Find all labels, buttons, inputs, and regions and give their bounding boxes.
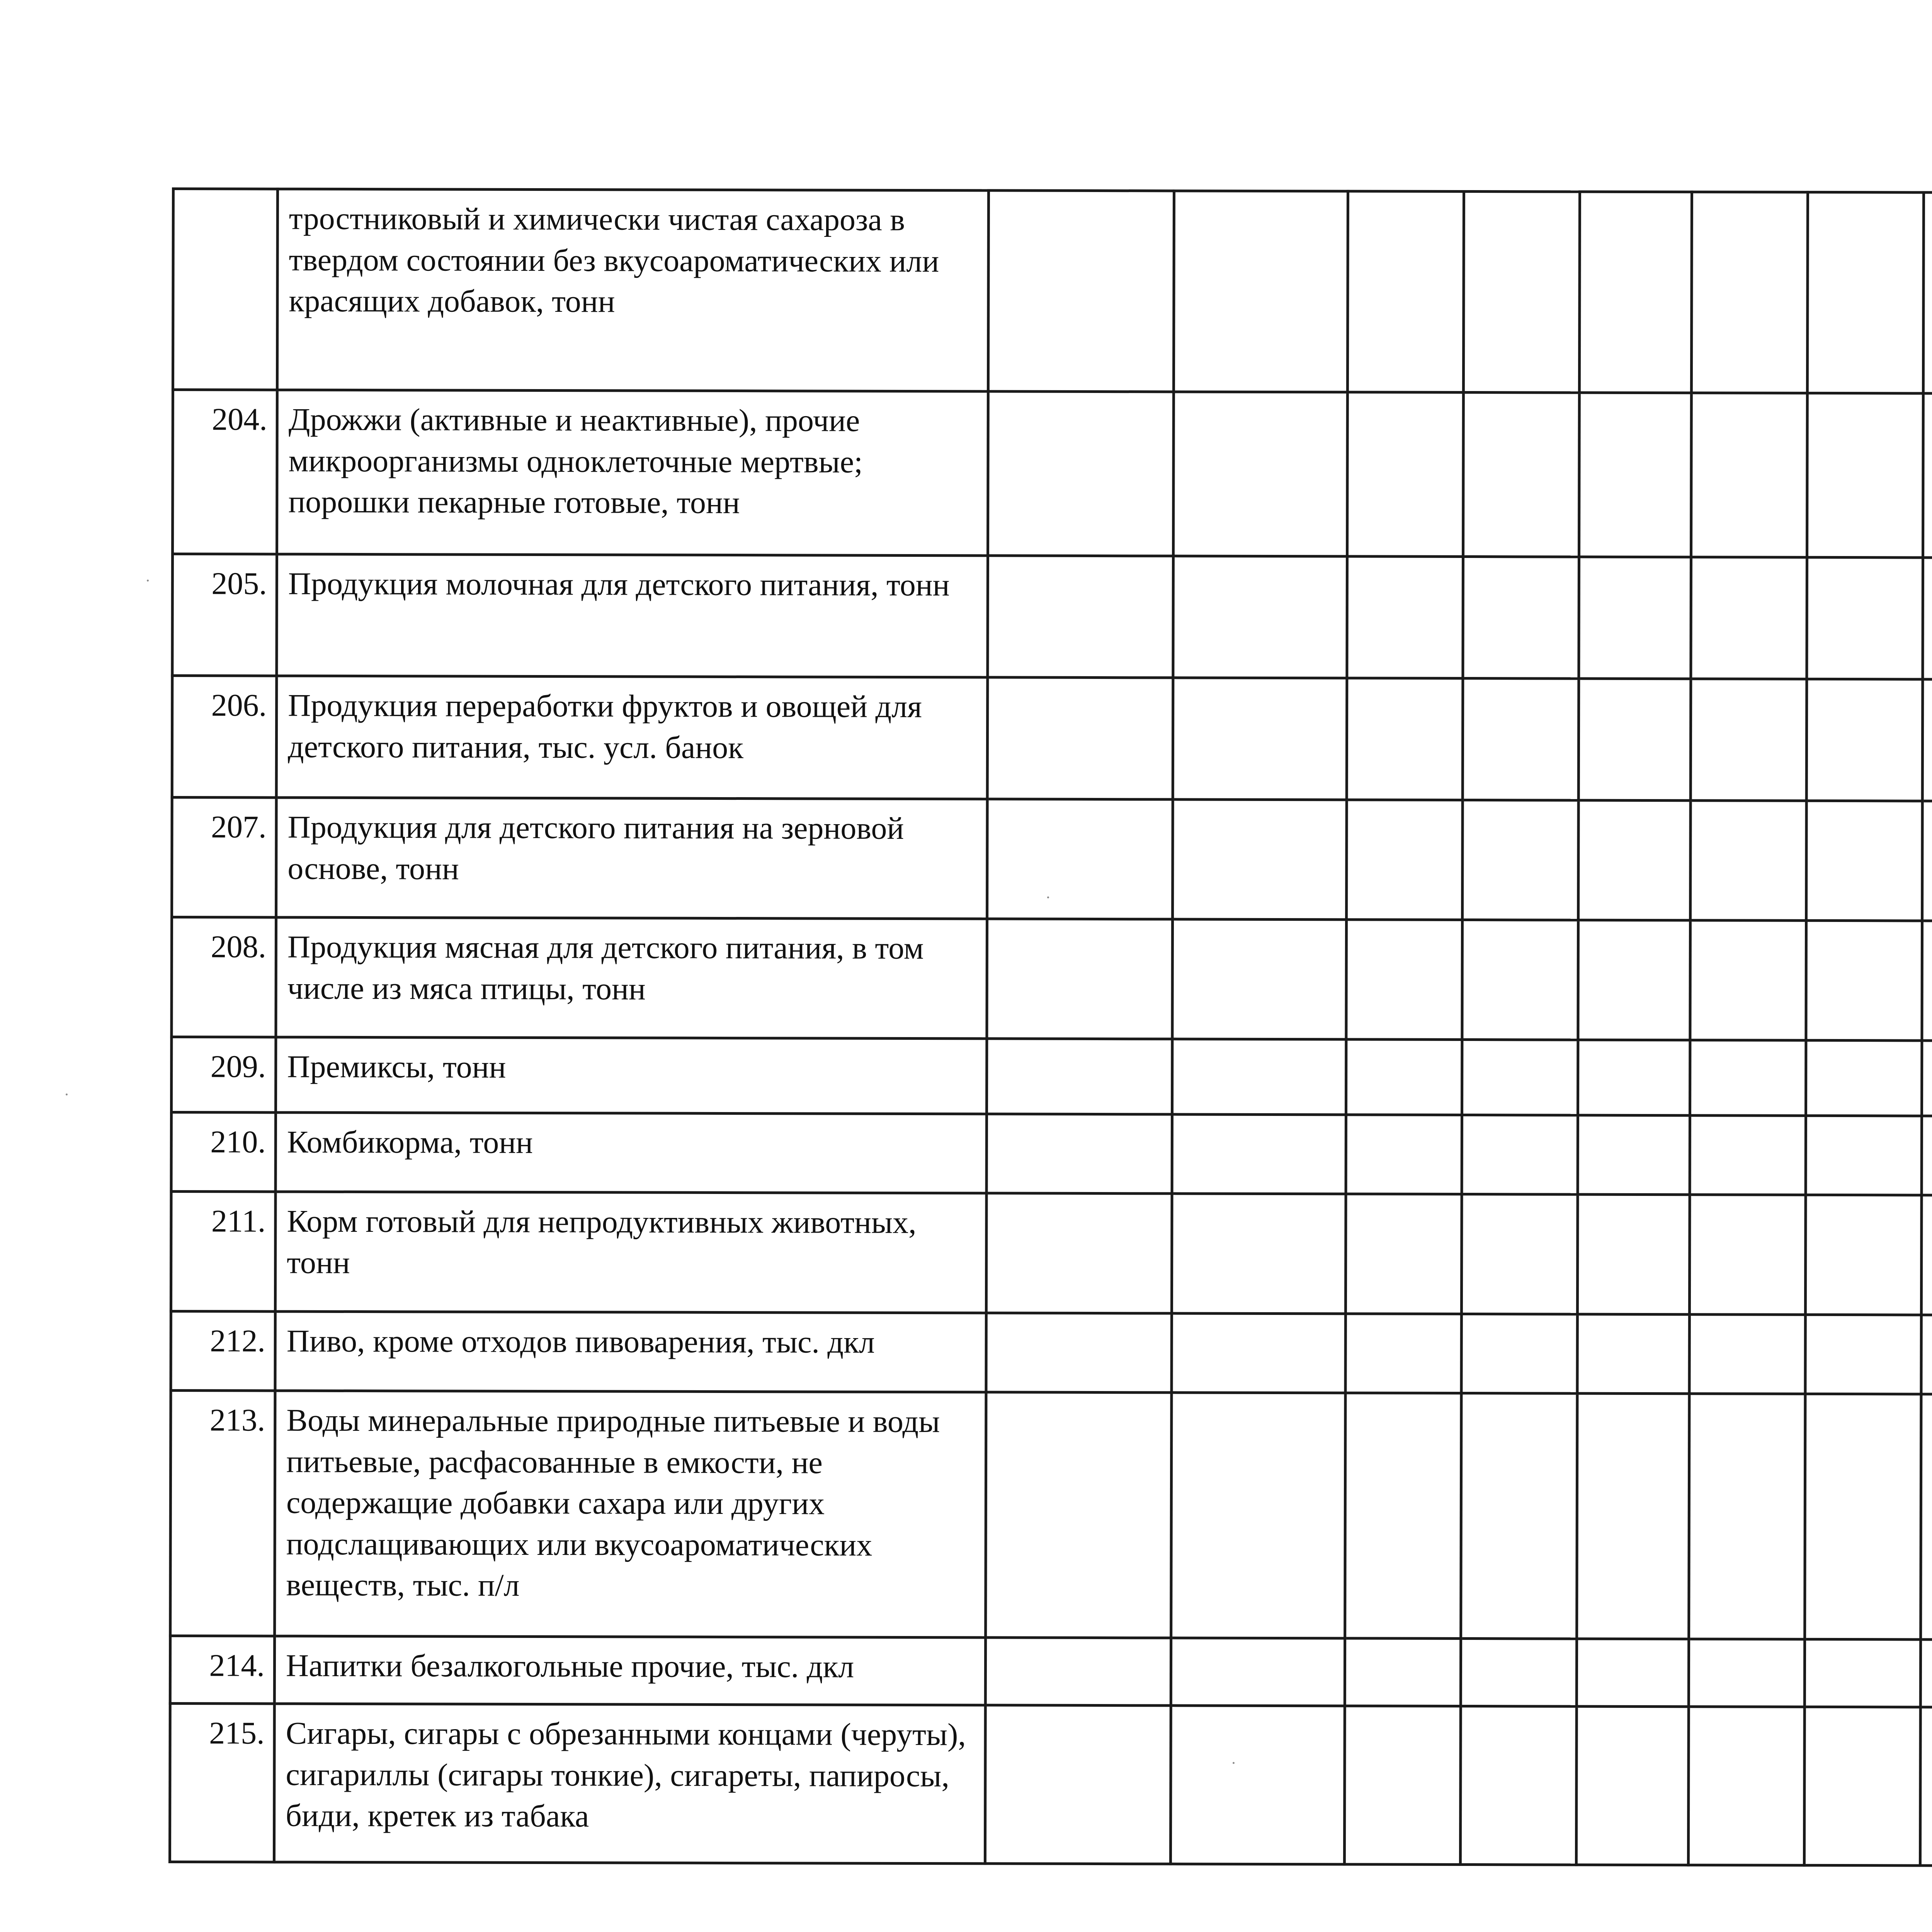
empty-data-cell <box>1344 1706 1461 1865</box>
empty-data-cell <box>1805 1394 1921 1639</box>
empty-data-cell <box>1690 1040 1806 1116</box>
empty-data-cell <box>1804 1707 1920 1866</box>
empty-data-cell <box>987 919 1173 1039</box>
empty-data-cell <box>1171 1393 1345 1638</box>
empty-data-cell <box>1923 558 1932 680</box>
empty-data-cell <box>1578 679 1691 801</box>
row-number: 209. <box>171 1037 276 1113</box>
empty-data-cell <box>1806 679 1923 801</box>
empty-data-cell <box>1347 191 1464 393</box>
row-number: 214. <box>170 1636 274 1704</box>
table-row <box>173 390 1932 560</box>
empty-data-cell <box>1807 192 1923 393</box>
empty-data-cell <box>1689 1195 1806 1315</box>
empty-data-cell <box>1345 1314 1461 1393</box>
table-row <box>173 189 1932 395</box>
row-number <box>173 189 277 390</box>
empty-data-cell <box>1172 919 1347 1039</box>
product-name: Продукция молочная для детского питания, тонн <box>277 554 988 677</box>
table-row <box>170 1703 1932 1867</box>
product-name: Сигары, сигары с обрезанными концами (черуты), сигариллы (сигары тонкие), сигареты, папиросы, биди, кретек из табака <box>274 1704 985 1864</box>
empty-data-cell <box>1690 1116 1806 1195</box>
empty-data-cell <box>1346 1115 1462 1194</box>
empty-data-cell <box>1173 799 1347 920</box>
empty-data-cell <box>1578 1040 1690 1116</box>
empty-data-cell <box>1345 1638 1461 1706</box>
product-name: Комбикорма, тонн <box>276 1112 986 1193</box>
empty-data-cell <box>1922 1116 1932 1196</box>
product-name: Напитки безалкогольные прочие, тыс. дкл <box>274 1636 985 1705</box>
empty-data-cell <box>1923 393 1932 558</box>
table-row <box>170 1391 1932 1641</box>
empty-data-cell <box>1462 920 1578 1040</box>
row-number: 204. <box>173 390 277 554</box>
empty-data-cell <box>1173 678 1347 800</box>
empty-data-cell <box>1461 1314 1577 1393</box>
empty-data-cell <box>1347 800 1463 920</box>
empty-data-cell <box>1463 557 1579 679</box>
empty-data-cell <box>1806 801 1923 921</box>
product-name: Дрожжи (активные и неактивные), прочие микроорганизмы одноклеточные мертвые; порошки пекарные готовые, тонн <box>277 390 988 556</box>
empty-data-cell <box>1462 1039 1578 1115</box>
empty-data-cell <box>1461 1194 1578 1314</box>
empty-data-cell <box>1461 1393 1577 1639</box>
table-row <box>172 676 1932 803</box>
product-name: Продукция переработки фруктов и овощей для детского питания, тыс. усл. банок <box>276 676 988 799</box>
row-number: 206. <box>172 676 277 798</box>
empty-data-cell <box>1689 1394 1805 1639</box>
table-body <box>170 189 1932 1867</box>
table-row <box>172 917 1932 1043</box>
empty-data-cell <box>986 1193 1172 1313</box>
empty-data-cell <box>1690 801 1807 921</box>
empty-data-cell <box>1172 1313 1345 1393</box>
empty-data-cell <box>986 1392 1172 1638</box>
empty-data-cell <box>1172 1194 1346 1314</box>
empty-data-cell <box>1173 191 1348 392</box>
empty-data-cell <box>1690 679 1807 801</box>
empty-data-cell <box>1920 1707 1932 1866</box>
empty-data-cell <box>987 677 1173 799</box>
empty-data-cell <box>1688 1707 1804 1866</box>
empty-data-cell <box>1578 920 1690 1040</box>
product-name: Продукция для детского питания на зерновой основе, тонн <box>276 798 988 919</box>
product-name: Продукция мясная для детского питания, в том числе из мяса птицы, тонн <box>276 917 987 1039</box>
empty-data-cell <box>1922 801 1932 921</box>
empty-data-cell <box>1170 1706 1345 1864</box>
empty-data-cell <box>1691 393 1808 558</box>
empty-data-cell <box>1172 1114 1346 1194</box>
product-name: Премиксы, тонн <box>276 1037 986 1114</box>
empty-data-cell <box>1579 192 1692 393</box>
product-name: Пиво, кроме отходов пивоварения, тыс. дкл <box>275 1311 986 1392</box>
product-name: тростниковый и химически чистая сахароза в твердом состоянии без вкусоароматических или красящих добавок, тонн <box>277 189 988 391</box>
empty-data-cell <box>1578 800 1691 920</box>
table-row <box>172 798 1932 923</box>
empty-data-cell <box>1345 1393 1461 1639</box>
empty-data-cell <box>1347 556 1463 679</box>
empty-data-cell <box>1922 921 1932 1041</box>
row-number: 212. <box>171 1311 275 1391</box>
scan-speck <box>1047 896 1049 898</box>
table-row <box>171 1037 1932 1118</box>
empty-data-cell <box>1171 1638 1345 1706</box>
empty-data-cell <box>1689 1315 1805 1394</box>
empty-data-cell <box>1691 192 1808 393</box>
empty-data-cell <box>1923 192 1932 394</box>
product-name: Воды минеральные природные питьевые и воды питьевые, расфасованные в емкости, не содержащие добавки сахара или других подслащивающих или вкусоароматических веществ, тыс. п/л <box>275 1391 986 1638</box>
empty-data-cell <box>986 1114 1172 1194</box>
empty-data-cell <box>1577 1314 1689 1394</box>
empty-data-cell <box>1346 1039 1462 1115</box>
empty-data-cell <box>1806 1040 1922 1116</box>
empty-data-cell <box>1691 557 1807 679</box>
empty-data-cell <box>1921 1315 1932 1395</box>
empty-data-cell <box>1347 678 1463 800</box>
row-number: 207. <box>172 798 277 918</box>
empty-data-cell <box>1922 679 1932 801</box>
empty-data-cell <box>1172 1039 1346 1115</box>
empty-data-cell <box>1806 1116 1922 1195</box>
scan-speck <box>66 1094 68 1095</box>
empty-data-cell <box>1807 393 1923 558</box>
empty-data-cell <box>1921 1195 1932 1315</box>
empty-data-cell <box>1577 1393 1689 1639</box>
empty-data-cell <box>1463 678 1579 800</box>
empty-data-cell <box>1579 393 1692 557</box>
row-number: 213. <box>170 1391 275 1636</box>
empty-data-cell <box>988 391 1174 556</box>
empty-data-cell <box>1804 1639 1920 1707</box>
empty-data-cell <box>1463 393 1580 557</box>
empty-data-cell <box>1173 556 1347 678</box>
row-number: 215. <box>170 1703 274 1862</box>
row-number: 211. <box>171 1192 276 1312</box>
row-number: 205. <box>172 554 277 676</box>
empty-data-cell <box>985 1705 1171 1864</box>
empty-data-cell <box>1460 1706 1577 1865</box>
empty-data-cell <box>1579 557 1691 679</box>
product-name: Корм готовый для непродуктивных животных, тонн <box>275 1192 986 1313</box>
empty-data-cell <box>1462 1115 1578 1194</box>
empty-data-cell <box>1345 1194 1462 1314</box>
empty-data-cell <box>1690 920 1806 1041</box>
empty-data-cell <box>1173 392 1348 556</box>
row-number: 210. <box>171 1112 276 1192</box>
row-number: 208. <box>172 917 276 1037</box>
scan-speck <box>1233 1762 1235 1764</box>
empty-data-cell <box>1806 920 1922 1041</box>
empty-data-cell <box>1463 192 1580 393</box>
empty-data-cell <box>1346 920 1463 1040</box>
empty-data-cell <box>1461 1638 1577 1706</box>
empty-data-cell <box>988 556 1173 678</box>
empty-data-cell <box>987 799 1173 919</box>
empty-data-cell <box>1805 1195 1922 1315</box>
table-row <box>171 1112 1932 1197</box>
empty-data-cell <box>986 1313 1172 1393</box>
empty-data-cell <box>1805 1315 1921 1394</box>
empty-data-cell <box>1463 800 1579 920</box>
empty-data-cell <box>985 1638 1171 1706</box>
empty-data-cell <box>1921 1394 1932 1640</box>
table-container <box>168 187 1932 1869</box>
empty-data-cell <box>1576 1706 1689 1865</box>
empty-data-cell <box>1577 1194 1690 1315</box>
scan-speck <box>147 580 149 582</box>
table-row <box>171 1192 1932 1317</box>
empty-data-cell <box>1922 1041 1932 1116</box>
empty-data-cell <box>988 190 1174 392</box>
empty-data-cell <box>986 1039 1172 1114</box>
empty-data-cell <box>1807 557 1923 679</box>
empty-data-cell <box>1347 392 1464 557</box>
empty-data-cell <box>1920 1639 1932 1708</box>
statistics-form-table <box>168 187 1932 1869</box>
table-row <box>170 1636 1932 1709</box>
empty-data-cell <box>1689 1639 1804 1707</box>
empty-data-cell <box>1578 1115 1690 1195</box>
table-row <box>172 554 1932 681</box>
table-row <box>171 1311 1932 1396</box>
empty-data-cell <box>1577 1639 1689 1707</box>
